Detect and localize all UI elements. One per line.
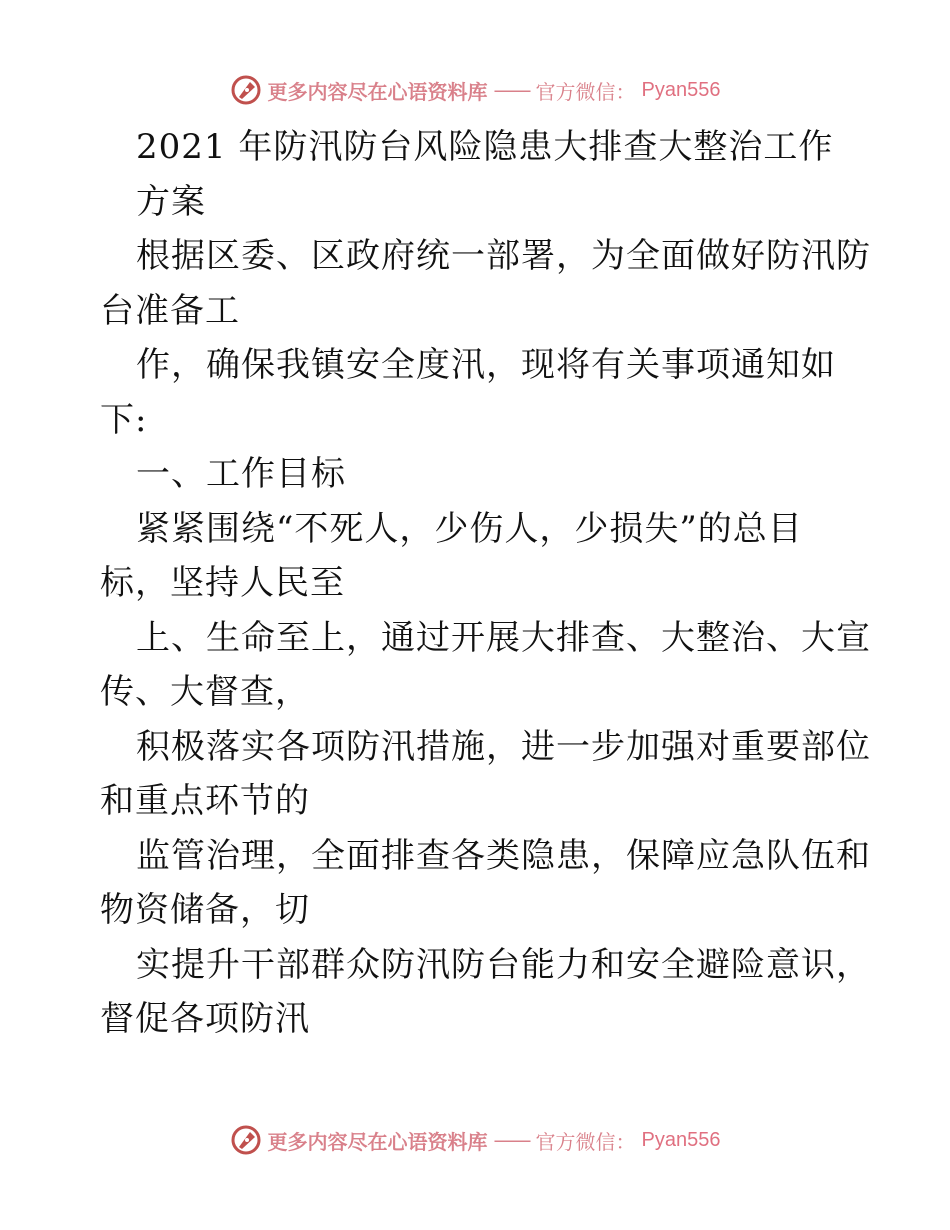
watermark-text: 更多内容尽在心语资料库	[267, 79, 488, 104]
watermark-id: Pyan556	[641, 1128, 721, 1151]
watermark-separator: ——	[493, 1128, 530, 1152]
watermark-label: 官方微信：	[535, 1129, 636, 1154]
document-line: 和重点环节的	[100, 781, 310, 821]
document-line: 上、生命至上，通过开展大排查、大整治、大宣	[136, 617, 871, 658]
document-line: 积极落实各项防汛措施，进一步加强对重要部位	[136, 726, 871, 767]
document-line: 实提升干部群众防汛防台能力和安全避险意识，	[136, 944, 871, 985]
document-line: 物资储备，切	[100, 890, 310, 930]
watermark-separator: ——	[493, 78, 530, 102]
document-line: 方案	[136, 181, 206, 222]
document-body	[100, 120, 871, 1047]
pen-nib-logo-icon	[230, 1124, 262, 1156]
document-line: 紧紧围绕“不死人，少伤人，少损失”的总目	[136, 508, 803, 549]
document-line: 下:	[100, 399, 148, 440]
document-line: 台准备工	[100, 290, 240, 331]
document-line: 传、大督查，	[100, 672, 310, 712]
document-line: 一、工作目标	[136, 454, 346, 494]
pen-nib-logo-icon	[230, 74, 262, 106]
watermark-text: 更多内容尽在心语资料库	[267, 1129, 488, 1154]
document-line: 作，确保我镇安全度汛，现将有关事项通知如	[136, 345, 836, 385]
document-line: 2021 年防汛防台风险隐患大排查大整治工作	[136, 127, 834, 167]
header-watermark	[0, 70, 950, 110]
document-line: 根据区委、区政府统一部署，为全面做好防汛防	[136, 236, 871, 276]
document-line: 标，坚持人民至	[100, 563, 345, 603]
footer-watermark	[0, 1120, 950, 1160]
watermark-label: 官方微信：	[535, 79, 636, 104]
document-line: 督促各项防汛	[100, 999, 310, 1039]
watermark-id: Pyan556	[641, 78, 721, 101]
document-line: 监管治理，全面排查各类隐患，保障应急队伍和	[136, 835, 871, 876]
